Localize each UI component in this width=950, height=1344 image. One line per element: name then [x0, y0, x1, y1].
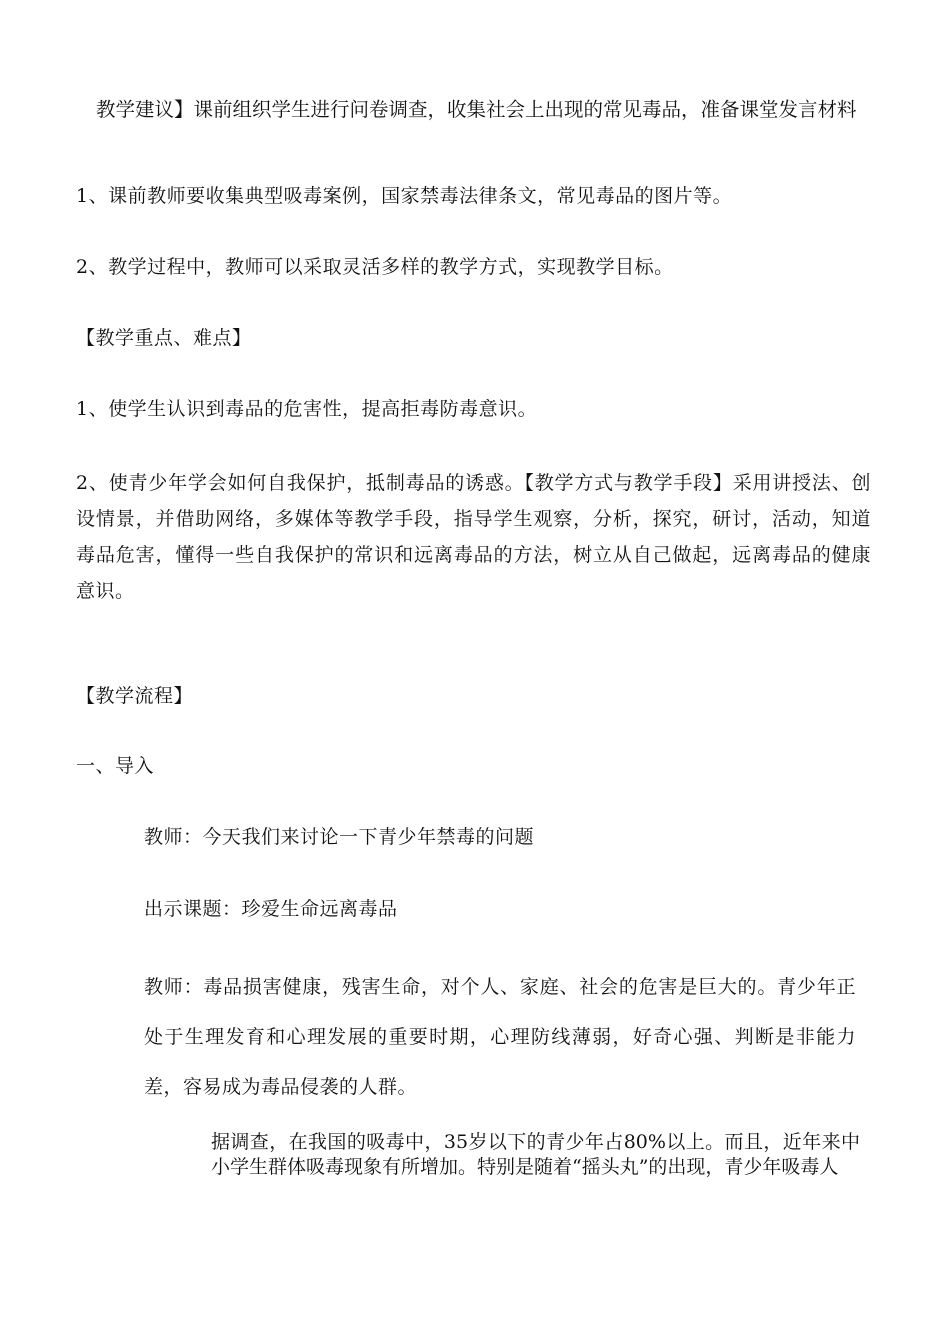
key-item-2-paragraph: 2、使青少年学会如何自我保护，抵制毒品的诱惑。【教学方式与教学手段】采用讲授法、创设情景，并借助网络，多媒体等教学手段，指导学生观察，分析，探究，研讨，活动，知道毒品危害，懂得一些自我保护的常识和远离毒品的方法，树立从自己做起，远离毒品的健康意识。 [76, 472, 871, 602]
teacher-opening-line: 教师：今天我们来讨论一下青少年禁毒的问题 [144, 826, 535, 848]
section-intro-heading: 一、导入 [76, 755, 155, 777]
prep-item-1: 1、课前教师要收集典型吸毒案例，国家禁毒法律条文，常见毒品的图片等。 [76, 185, 733, 207]
survey-paragraph: 据调查，在我国的吸毒中，35岁以下的青少年占80%以上。而且，近年来中小学生群体吸毒现象有所增加。特别是随着“摇头丸”的出现，青少年吸毒人 [211, 1131, 860, 1178]
prep-item-2: 2、教学过程中，教师可以采取灵活多样的教学方式，实现教学目标。 [76, 256, 674, 278]
teaching-advice-paragraph: 教学建议】课前组织学生进行问卷调查，收集社会上出现的常见毒品，准备课堂发言材料 [96, 98, 857, 121]
key-points-heading: 【教学重点、难点】 [76, 327, 252, 349]
teacher-paragraph: 教师：毒品损害健康，残害生命，对个人、家庭、社会的危害是巨大的。青少年正处于生理发育和心理发展的重要时期，心理防线薄弱，好奇心强、判断是非能力差，容易成为毒品侵袭的人群。 [144, 976, 856, 1098]
topic-line: 出示课题：珍爱生命远离毒品 [144, 898, 398, 920]
process-heading: 【教学流程】 [76, 685, 194, 707]
key-item-1: 1、使学生认识到毒品的危害性，提高拒毒防毒意识。 [76, 398, 538, 420]
